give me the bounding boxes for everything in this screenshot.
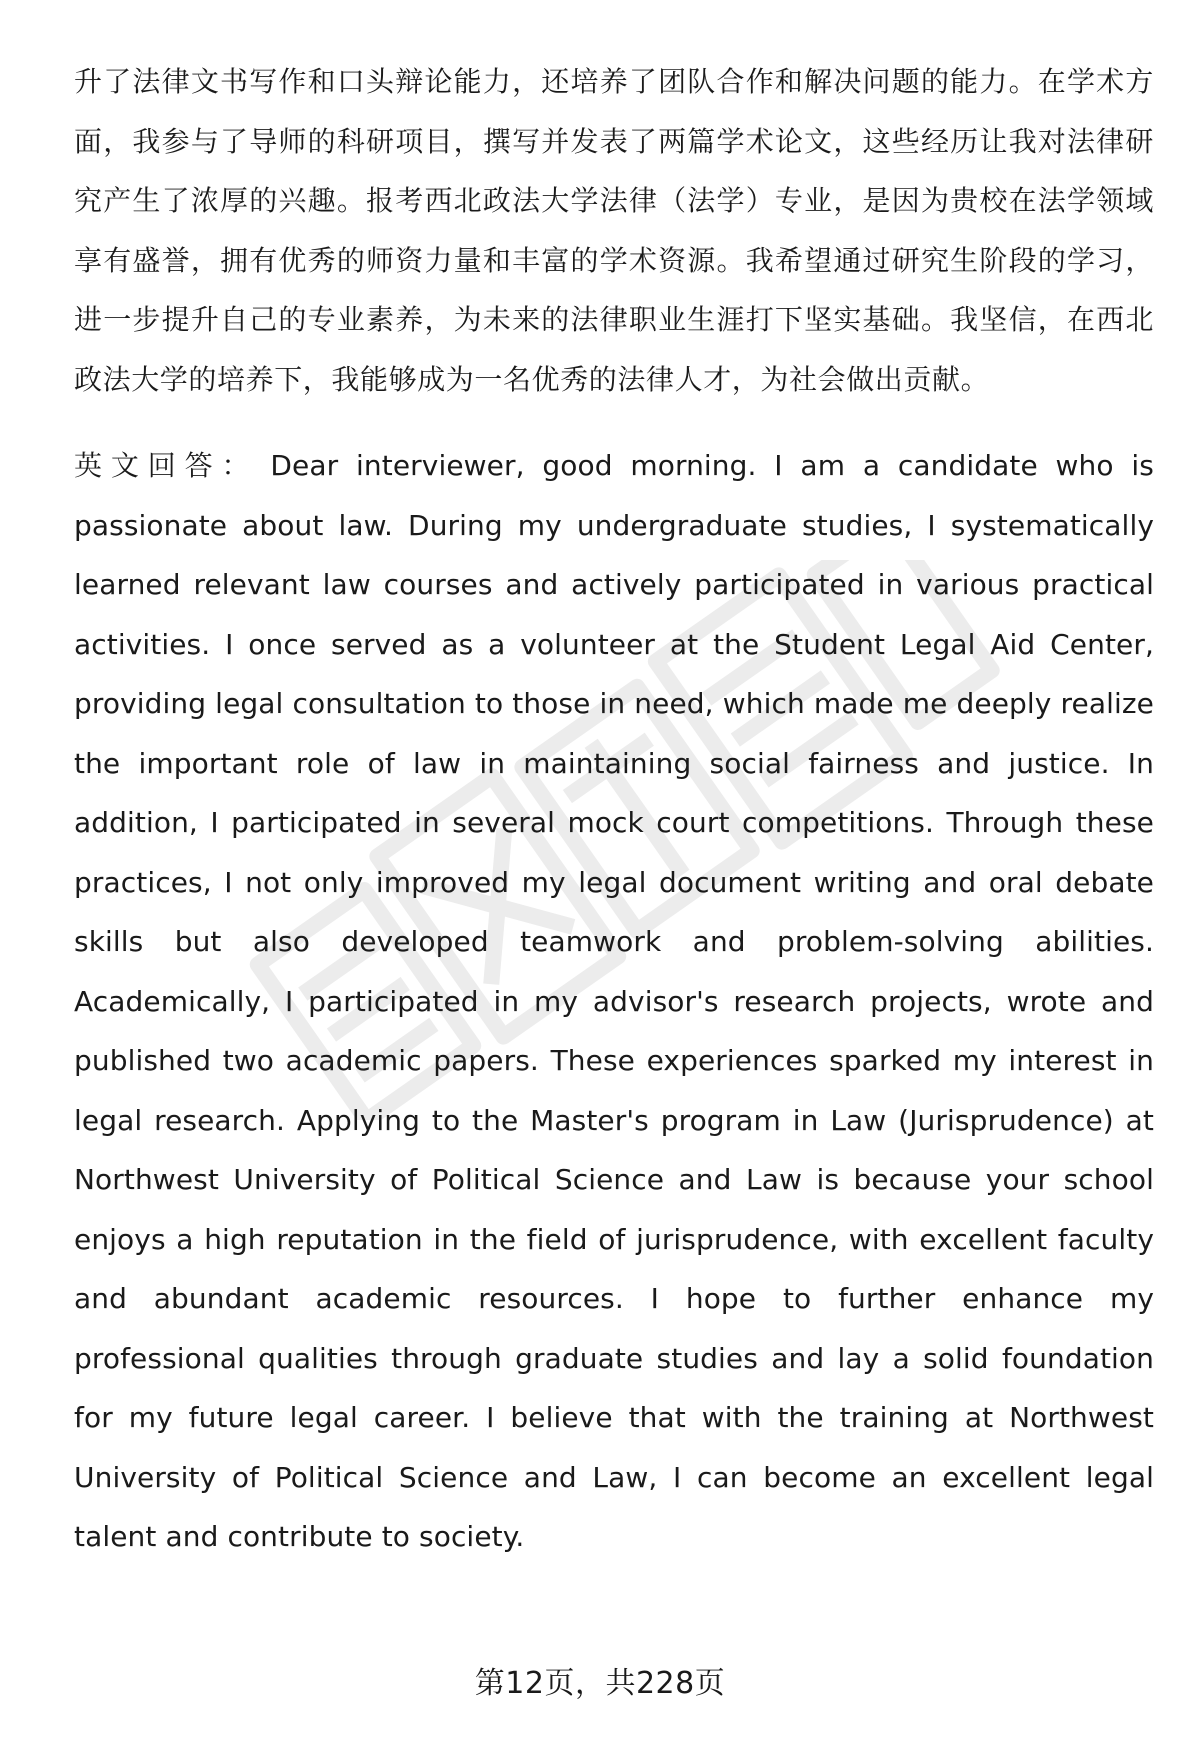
english-answer-label: 英文回答： (74, 449, 259, 482)
english-answer-paragraph (74, 436, 1154, 1567)
chinese-paragraph: 升了法律文书写作和口头辩论能力，还培养了团队合作和解决问题的能力。在学术方面，我参与了导师的科研项目，撰写并发表了两篇学术论文，这些经历让我对法律研究产生了浓厚的兴趣。报考西北政法大学法律（法学）专业，是因为贵校在法学领域享有盛誉，拥有优秀的师资力量和丰富的学术资源。我希望通过研究生阶段的学习，进一步提升自己的专业素养，为未来的法律职业生涯打下坚实基础。我坚信，在西北政法大学的培养下，我能够成为一名优秀的法律人才，为社会做出贡献。 (74, 65, 1154, 396)
page-number-footer: 第12页，共228页 (474, 1666, 726, 1701)
document-body (74, 52, 1154, 1567)
english-answer-text: Dear interviewer, good morning. I am a candidate who is passionate about law. During my undergraduate studies, I systematically learned relevant law courses and actively participated in various practical activities. I once served as a volunteer at the Student Legal Aid Center, providing legal consultation to those in need, which made me deeply realize the important role of law in maintaining social fairness and justice. In addition, I participated in several mock court competitions. Through these practices, I not only improved my legal document writing and oral debate skills but also developed teamwork and problem-solving abilities. Academically, I participated in my advisor's research projects, wrote and published two academic papers. These experiences sparked my interest in legal research. Applying to the Master's program in Law (Jurisprudence) at Northwest University of Political Science and Law is because your school enjoys a high reputation in the field of jurisprudence, with excellent faculty and abundant academic resources. I hope to further enhance my professional qualities through graduate studies and lay a solid foundation for my future legal career. I believe that with the training at Northwest University of Political Science and Law, I can become an excellent legal talent and contribute to society. (74, 449, 1154, 1553)
